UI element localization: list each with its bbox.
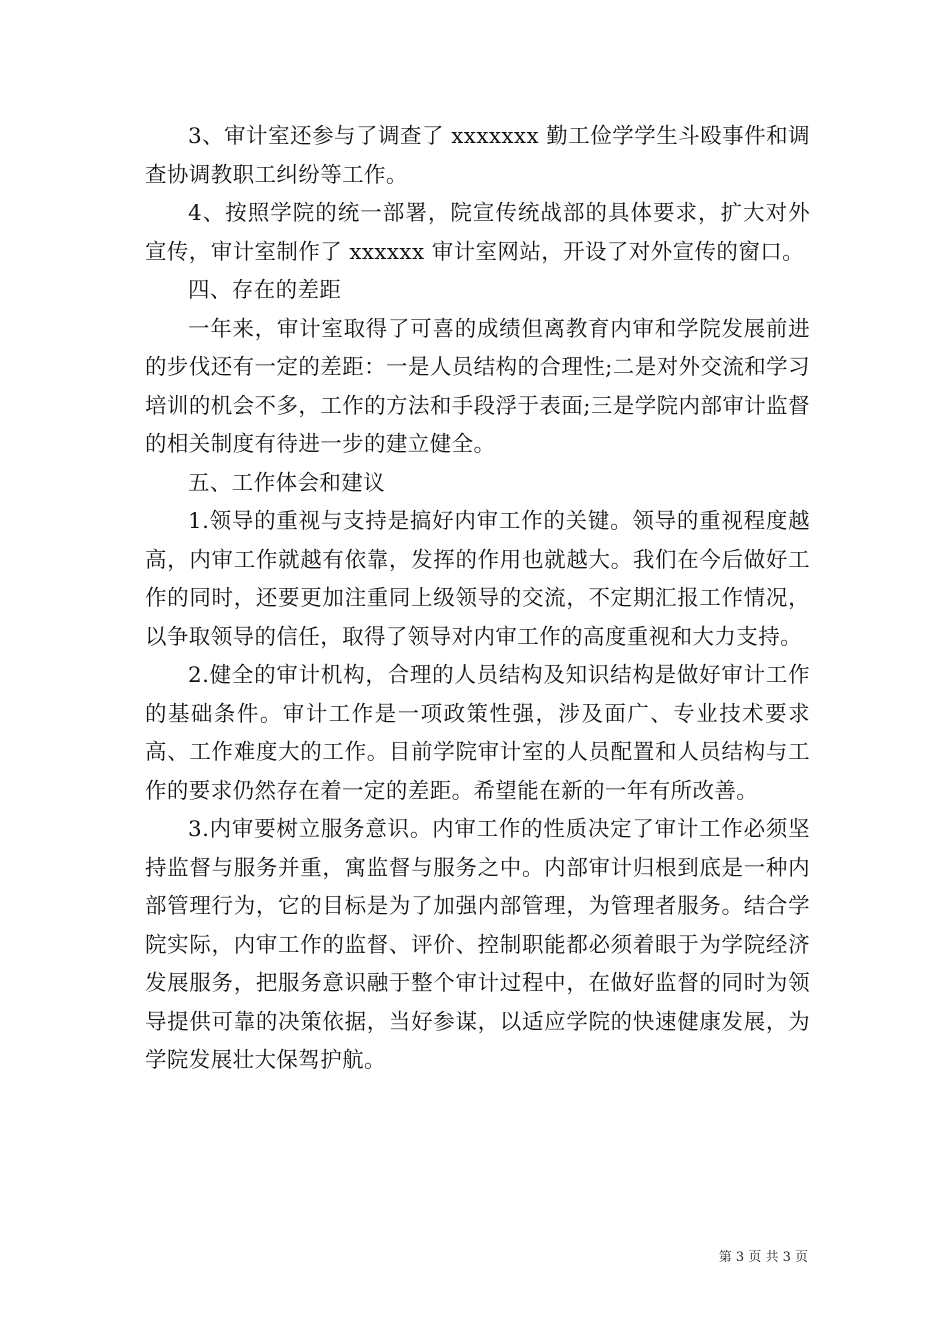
paragraph-suggestion-2: 2.健全的审计机构，合理的人员结构及知识结构是做好审计工作的基础条件。审计工作是一项政策性强，涉及面广、专业技术要求高、工作难度大的工作。目前学院审计室的人员配置和人员结构与工作的要求仍然存在着一定的差距。希望能在新的一年有所改善。 <box>145 663 810 804</box>
document-body <box>145 118 810 1081</box>
paragraph-gaps: 一年来，审计室取得了可喜的成绩但离教育内审和学院发展前进的步伐还有一定的差距：一是人员结构的合理性;二是对外交流和学习培训的机会不多，工作的方法和手段浮于表面;三是学院内部审计监督的相关制度有待进一步的建立健全。 <box>145 316 810 457</box>
page-number: 第 3 页 共 3 页 <box>718 1250 808 1265</box>
paragraph-suggestion-3: 3.内审要树立服务意识。内审工作的性质决定了审计工作必须坚持监督与服务并重，寓监督与服务之中。内部审计归根到底是一种内部管理行为，它的目标是为了加强内部管理，为管理者服务。结合学院实际，内审工作的监督、评价、控制职能都必须着眼于为学院经济发展服务，把服务意识融于整个审计过程中，在做好监督的同时为领导提供可靠的决策依据，当好参谋，以适应学院的快速健康发展，为学院发展壮大保驾护航。 <box>145 817 810 1073</box>
section-heading-gaps: 四、存在的差距 <box>188 278 342 303</box>
paragraph-suggestion-1: 1.领导的重视与支持是搞好内审工作的关键。领导的重视程度越高，内审工作就越有依靠，发挥的作用也就越大。我们在今后做好工作的同时，还要更加注重同上级领导的交流，不定期汇报工作情况，以争取领导的信任，取得了领导对内审工作的高度重视和大力支持。 <box>145 509 810 650</box>
section-heading-suggestions: 五、工作体会和建议 <box>188 470 386 496</box>
paragraph-item-4: 4、按照学院的统一部署，院宣传统战部的具体要求，扩大对外宣传，审计室制作了 xxxxxx 审计室网站，开设了对外宣传的窗口。 <box>145 201 810 265</box>
paragraph-item-3: 3、审计室还参与了调查了 xxxxxxx 勤工俭学学生斗殴事件和调查协调教职工纠纷等工作。 <box>145 124 810 188</box>
